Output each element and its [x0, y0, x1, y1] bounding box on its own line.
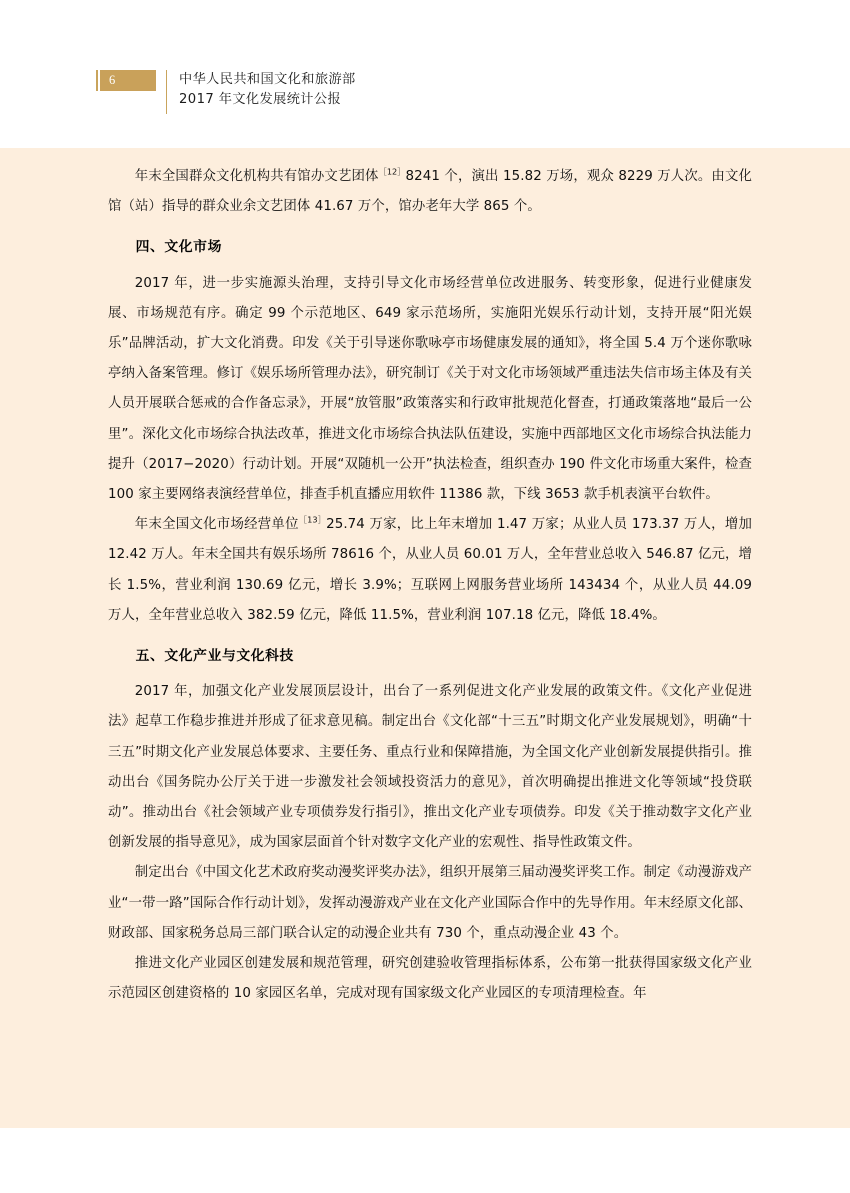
page-bottom-margin	[0, 1128, 850, 1193]
troupes-text-after-ref: 8241 个，演出 15.82 万场，观众 8229 万人次。由文化馆（站）指导的群众业余文艺团体 41.67 万个，馆办老年大学 865 个。	[108, 169, 752, 215]
paragraph-animation-awards: 制定出台《中国文化艺术政府奖动漫奖评奖办法》，组织开展第三届动漫奖评奖工作。制定《动漫游戏产业“一带一路”国际合作行动计划》，发挥动漫游戏产业在文化产业国际合作中的先导作用。年末经原文化部、财政部、国家税务总局三部门联合认定的动漫企业共有 730 个，重点动漫企业 43 个。	[108, 865, 752, 941]
spacer	[108, 631, 752, 641]
section-heading-four: 四、文化市场	[135, 239, 222, 256]
paragraph-cultural-industry-policy: 2017 年，加强文化产业发展顶层设计，出台了一系列促进文化产业发展的政策文件。《文化产业促进法》起草工作稳步推进并形成了征求意见稿。制定出台《文化部“十三五”时期文化产业发展规划》，明确“十三五”时期文化产业发展总体要求、主要任务、重点行业和保障措施，为全国文化产业创新发展提供指引。推动出台《国务院办公厅关于进一步激发社会领域投资活力的意见》，首次明确提出推进文化等领域“投贷联动”。推动出台《社会领域产业专项债券发行指引》，推出文化产业专项债券。印发《关于推动数字文化产业创新发展的指导意见》，成为国家层面首个针对数字文化产业的宏观性、指导性政策文件。	[108, 684, 752, 851]
header-title-block	[179, 70, 356, 114]
paragraph-cultural-market-statistics	[108, 510, 752, 631]
section-heading-five: 五、文化产业与文化科技	[135, 648, 294, 665]
header-vertical-divider	[166, 70, 167, 114]
troupes-text-before-ref: 年末全国群众文化机构共有馆办文艺团体	[134, 169, 379, 184]
content-panel	[0, 148, 850, 1128]
page-running-head	[0, 0, 850, 148]
page-number-badge: 6	[100, 70, 156, 91]
paragraph-cultural-market-policy: 2017 年，进一步实施源头治理，支持引导文化市场经营单位改进服务、转变形象，促进行业健康发展、市场规范有序。确定 99 个示范地区、649 家示范场所，实施阳光娱乐行动计划，支持开展“阳光娱乐”品牌活动，扩大文化消费。印发《关于引导迷你歌咏亭市场健康发展的通知》，将全国 5.4 万个迷你歌咏亭纳入备案管理。修订《娱乐场所管理办法》，研究制订《关于对文化市场领域严重违法失信市场主体及有关人员开展联合惩戒的合作备忘录》，开展“放管服”政策落实和行政审批规范化督查，打通政策落地“最后一公里”。深化文化市场综合执法改革，推进文化市场综合执法队伍建设，实施中西部地区文化市场综合执法能力提升（2017−2020）行动计划。开展“双随机一公开”执法检查，组织查办 190 件文化市场重大案件，检查 100 家主要网络表演经营单位，排查手机直播应用软件 11386 款，下线 3653 款手机表演平台软件。	[108, 275, 752, 503]
spacer	[108, 222, 752, 232]
market-stats-text-after-ref: 25.74 万家，比上年末增加 1.47 万家；从业人员 173.37 万人，增加 12.42 万人。年末全国共有娱乐场所 78616 个，从业人员 60.01 万人，全年营业总收入 546.87 亿元，增长 1.5%，营业利润 130.69 亿元，增长 3.9%；互联网上网服务营业场所 143434 个，从业人员 44.09 万人，全年营业总收入 382.59 亿元，降低 11.5%，营业利润 107.18 亿元，降低 18.4%。	[108, 517, 752, 623]
header-title-report: 2017 年文化发展统计公报	[179, 92, 342, 107]
header-title-ministry: 中华人民共和国文化和旅游部	[179, 72, 356, 87]
text-column	[108, 162, 752, 1009]
footnote-ref-13: ［13］	[298, 514, 327, 525]
running-head-inner	[96, 70, 356, 114]
footnote-ref-12: ［12］	[378, 166, 406, 177]
market-stats-text-before-ref: 年末全国文化市场经营单位	[134, 517, 299, 533]
paragraph-industry-parks: 推进文化产业园区创建发展和规范管理，研究创建验收管理指标体系，公布第一批获得国家级文化产业示范园区创建资格的 10 家园区名单，完成对现有国家级文化产业园区的专项清理检查。年	[108, 956, 752, 1002]
paragraph-mass-culture-troupes	[108, 162, 752, 222]
folio-left-rule	[96, 70, 98, 91]
